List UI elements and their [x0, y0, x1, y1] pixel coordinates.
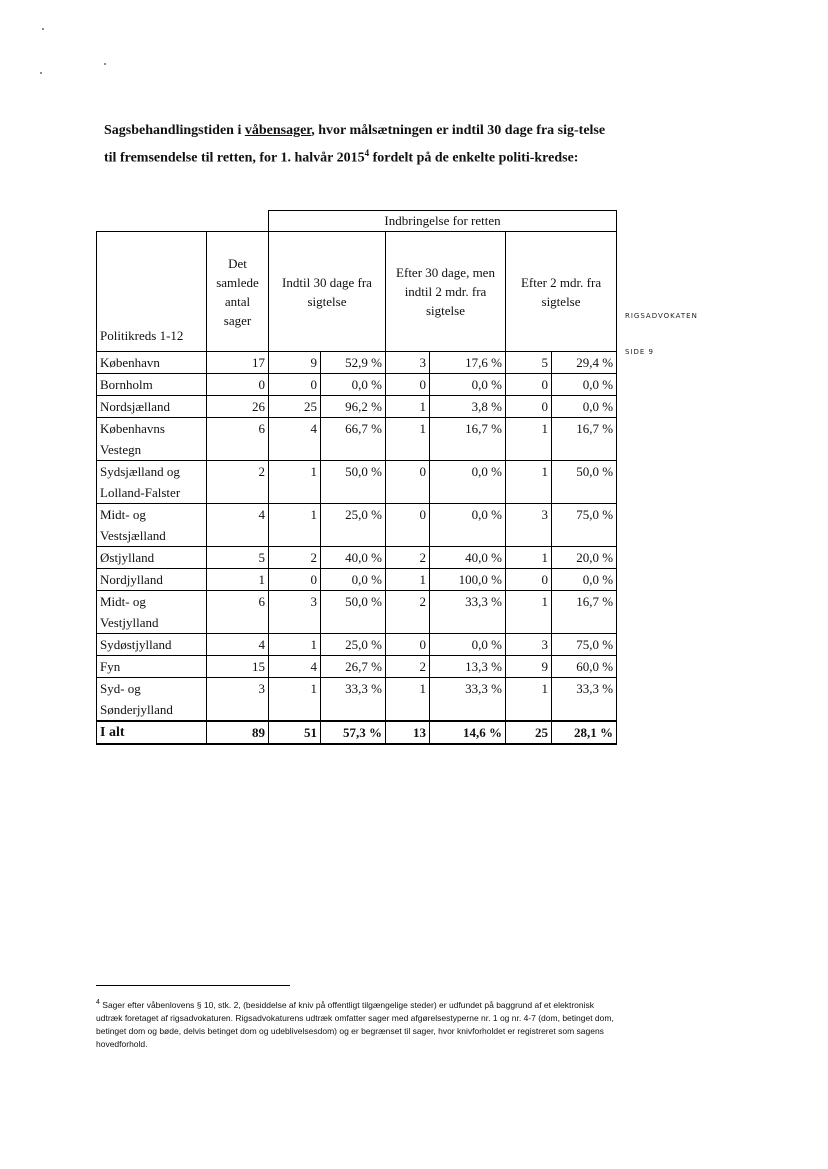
- after-2-months-count-cell: 1: [506, 461, 552, 504]
- within-30-count-cell: 0: [269, 569, 321, 591]
- after-2-months-percent-cell: 33,3 %: [552, 678, 617, 722]
- district-name-cell: København: [97, 352, 207, 374]
- total-cases-cell: 2: [207, 461, 269, 504]
- after-2-months-percent-cell: 50,0 %: [552, 461, 617, 504]
- total-cases-cell: 4: [207, 634, 269, 656]
- col-header-total-cases: Det samlede antal sager: [207, 232, 269, 352]
- after-2-months-count-cell: 3: [506, 634, 552, 656]
- 30-days-to-2-months-percent-cell: 0,0 %: [430, 461, 506, 504]
- total-cases-cell: 17: [207, 352, 269, 374]
- total-cases-cell: 6: [207, 418, 269, 461]
- col-header-within-30-days: Indtil 30 dage fra sigtelse: [269, 232, 386, 352]
- 30-days-to-2-months-percent-cell: 17,6 %: [430, 352, 506, 374]
- within-30-count-cell: 1: [269, 678, 321, 722]
- district-name-cell: Syd- og Sønderjylland: [97, 678, 207, 722]
- total-cases-cell: 89: [207, 721, 269, 744]
- footnote: [96, 996, 616, 1051]
- after-2-months-count-cell: 1: [506, 591, 552, 634]
- after-2-months-percent-cell: 0,0 %: [552, 569, 617, 591]
- total-cases-cell: 15: [207, 656, 269, 678]
- 30-days-to-2-months-count-cell: 3: [386, 352, 430, 374]
- after-2-months-percent-cell: 16,7 %: [552, 591, 617, 634]
- 30-days-to-2-months-count-cell: 2: [386, 591, 430, 634]
- within-30-percent-cell: 40,0 %: [321, 547, 386, 569]
- table-row: [97, 418, 617, 461]
- title-text: Sagsbehandlingstiden i: [104, 123, 245, 138]
- within-30-percent-cell: 66,7 %: [321, 418, 386, 461]
- within-30-count-cell: 1: [269, 634, 321, 656]
- within-30-percent-cell: 57,3 %: [321, 721, 386, 744]
- after-2-months-percent-cell: 0,0 %: [552, 374, 617, 396]
- within-30-percent-cell: 50,0 %: [321, 591, 386, 634]
- district-name-cell: Østjylland: [97, 547, 207, 569]
- within-30-percent-cell: 96,2 %: [321, 396, 386, 418]
- total-cases-cell: 3: [207, 678, 269, 722]
- within-30-percent-cell: 52,9 %: [321, 352, 386, 374]
- after-2-months-percent-cell: 75,0 %: [552, 634, 617, 656]
- total-cases-cell: 0: [207, 374, 269, 396]
- within-30-count-cell: 3: [269, 591, 321, 634]
- district-name-cell: Midt- og Vestjylland: [97, 591, 207, 634]
- title-underlined-term: våbensager: [244, 123, 312, 138]
- 30-days-to-2-months-count-cell: 1: [386, 418, 430, 461]
- after-2-months-count-cell: 1: [506, 678, 552, 722]
- group-header: Indbringelse for retten: [269, 211, 617, 232]
- within-30-count-cell: 0: [269, 374, 321, 396]
- within-30-count-cell: 2: [269, 547, 321, 569]
- 30-days-to-2-months-count-cell: 13: [386, 721, 430, 744]
- table-row: [97, 504, 617, 547]
- after-2-months-count-cell: 25: [506, 721, 552, 744]
- after-2-months-count-cell: 0: [506, 569, 552, 591]
- district-name-cell: Fyn: [97, 656, 207, 678]
- total-cases-cell: 4: [207, 504, 269, 547]
- total-row: [97, 721, 617, 744]
- table-row: [97, 591, 617, 634]
- 30-days-to-2-months-percent-cell: 14,6 %: [430, 721, 506, 744]
- 30-days-to-2-months-count-cell: 1: [386, 569, 430, 591]
- 30-days-to-2-months-percent-cell: 40,0 %: [430, 547, 506, 569]
- 30-days-to-2-months-percent-cell: 16,7 %: [430, 418, 506, 461]
- 30-days-to-2-months-percent-cell: 13,3 %: [430, 656, 506, 678]
- 30-days-to-2-months-count-cell: 2: [386, 547, 430, 569]
- 30-days-to-2-months-percent-cell: 0,0 %: [430, 504, 506, 547]
- after-2-months-count-cell: 9: [506, 656, 552, 678]
- within-30-count-cell: 4: [269, 656, 321, 678]
- page-title: [104, 120, 616, 170]
- 30-days-to-2-months-count-cell: 1: [386, 396, 430, 418]
- 30-days-to-2-months-percent-cell: 3,8 %: [430, 396, 506, 418]
- after-2-months-count-cell: 3: [506, 504, 552, 547]
- 30-days-to-2-months-count-cell: 2: [386, 656, 430, 678]
- table-row: [97, 547, 617, 569]
- table-row: [97, 374, 617, 396]
- 30-days-to-2-months-count-cell: 1: [386, 678, 430, 722]
- total-cases-cell: 1: [207, 569, 269, 591]
- footnote-text: Sager efter våbenlovens § 10, stk. 2, (besiddelse af kniv på offentligt tilgængelige steder) er udfundet på baggrund af et elektronisk udtræk foretaget af rigsadvokaturen. Rigsadvokaturens udtræk omfatter sager med afgørelsestyperne nr. 1 og nr. 4-7 (dom, betinget dom, betinget dom og bøde, delvis betinget dom og udeblivelsesdom) og er begrænset til sager, hvor knivforholdet er registreret som sagens hovedforhold.: [96, 999, 614, 1049]
- after-2-months-count-cell: 0: [506, 374, 552, 396]
- col-header-police-district: Politikreds 1-12: [97, 232, 207, 352]
- total-cases-cell: 5: [207, 547, 269, 569]
- scan-speck: [104, 63, 106, 65]
- table-row: [97, 656, 617, 678]
- within-30-count-cell: 51: [269, 721, 321, 744]
- table-row: [97, 352, 617, 374]
- 30-days-to-2-months-percent-cell: 33,3 %: [430, 591, 506, 634]
- after-2-months-percent-cell: 0,0 %: [552, 396, 617, 418]
- table-row: [97, 461, 617, 504]
- col-header-after-2-months: Efter 2 mdr. fra sigtelse: [506, 232, 617, 352]
- within-30-percent-cell: 50,0 %: [321, 461, 386, 504]
- district-name-cell: I alt: [97, 721, 207, 744]
- within-30-percent-cell: 0,0 %: [321, 374, 386, 396]
- 30-days-to-2-months-percent-cell: 33,3 %: [430, 678, 506, 722]
- district-name-cell: Nordjylland: [97, 569, 207, 591]
- title-text: , hvor målsætningen er indtil 30 dage fra sig-telse til fremsendelse til retten, for 1. halvår 2015: [104, 123, 606, 166]
- org-label: RIGSADVOKATEN: [625, 312, 698, 320]
- after-2-months-percent-cell: 60,0 %: [552, 656, 617, 678]
- within-30-count-cell: 1: [269, 461, 321, 504]
- within-30-percent-cell: 33,3 %: [321, 678, 386, 722]
- within-30-percent-cell: 25,0 %: [321, 634, 386, 656]
- total-cases-cell: 26: [207, 396, 269, 418]
- table-row: [97, 569, 617, 591]
- within-30-count-cell: 4: [269, 418, 321, 461]
- after-2-months-count-cell: 1: [506, 418, 552, 461]
- table-row: [97, 678, 617, 722]
- 30-days-to-2-months-percent-cell: 0,0 %: [430, 634, 506, 656]
- 30-days-to-2-months-percent-cell: 100,0 %: [430, 569, 506, 591]
- after-2-months-percent-cell: 28,1 %: [552, 721, 617, 744]
- within-30-percent-cell: 0,0 %: [321, 569, 386, 591]
- after-2-months-count-cell: 5: [506, 352, 552, 374]
- table-row: [97, 396, 617, 418]
- header-spacer: [97, 211, 269, 232]
- within-30-count-cell: 1: [269, 504, 321, 547]
- district-name-cell: Sydøstjylland: [97, 634, 207, 656]
- within-30-count-cell: 9: [269, 352, 321, 374]
- district-name-cell: Midt- og Vestsjælland: [97, 504, 207, 547]
- after-2-months-percent-cell: 29,4 %: [552, 352, 617, 374]
- within-30-count-cell: 25: [269, 396, 321, 418]
- 30-days-to-2-months-count-cell: 0: [386, 504, 430, 547]
- col-header-30-days-to-2-months: Efter 30 dage, men indtil 2 mdr. fra sigtelse: [386, 232, 506, 352]
- district-name-cell: Sydsjælland og Lolland-Falster: [97, 461, 207, 504]
- scan-speck: [42, 28, 44, 30]
- within-30-percent-cell: 26,7 %: [321, 656, 386, 678]
- scan-speck: [40, 72, 42, 74]
- 30-days-to-2-months-count-cell: 0: [386, 634, 430, 656]
- 30-days-to-2-months-count-cell: 0: [386, 374, 430, 396]
- footnote-marker: 4: [96, 999, 100, 1006]
- page-number: SIDE 9: [625, 348, 654, 356]
- district-name-cell: Bornholm: [97, 374, 207, 396]
- after-2-months-percent-cell: 20,0 %: [552, 547, 617, 569]
- after-2-months-percent-cell: 16,7 %: [552, 418, 617, 461]
- 30-days-to-2-months-count-cell: 0: [386, 461, 430, 504]
- 30-days-to-2-months-percent-cell: 0,0 %: [430, 374, 506, 396]
- footnote-reference: 4: [364, 148, 370, 158]
- after-2-months-count-cell: 0: [506, 396, 552, 418]
- after-2-months-count-cell: 1: [506, 547, 552, 569]
- title-text: fordelt på de enkelte politi-kredse:: [369, 150, 579, 166]
- case-processing-table: [96, 210, 617, 745]
- after-2-months-percent-cell: 75,0 %: [552, 504, 617, 547]
- footnote-divider: [96, 985, 290, 986]
- district-name-cell: Københavns Vestegn: [97, 418, 207, 461]
- total-cases-cell: 6: [207, 591, 269, 634]
- table-row: [97, 634, 617, 656]
- district-name-cell: Nordsjælland: [97, 396, 207, 418]
- within-30-percent-cell: 25,0 %: [321, 504, 386, 547]
